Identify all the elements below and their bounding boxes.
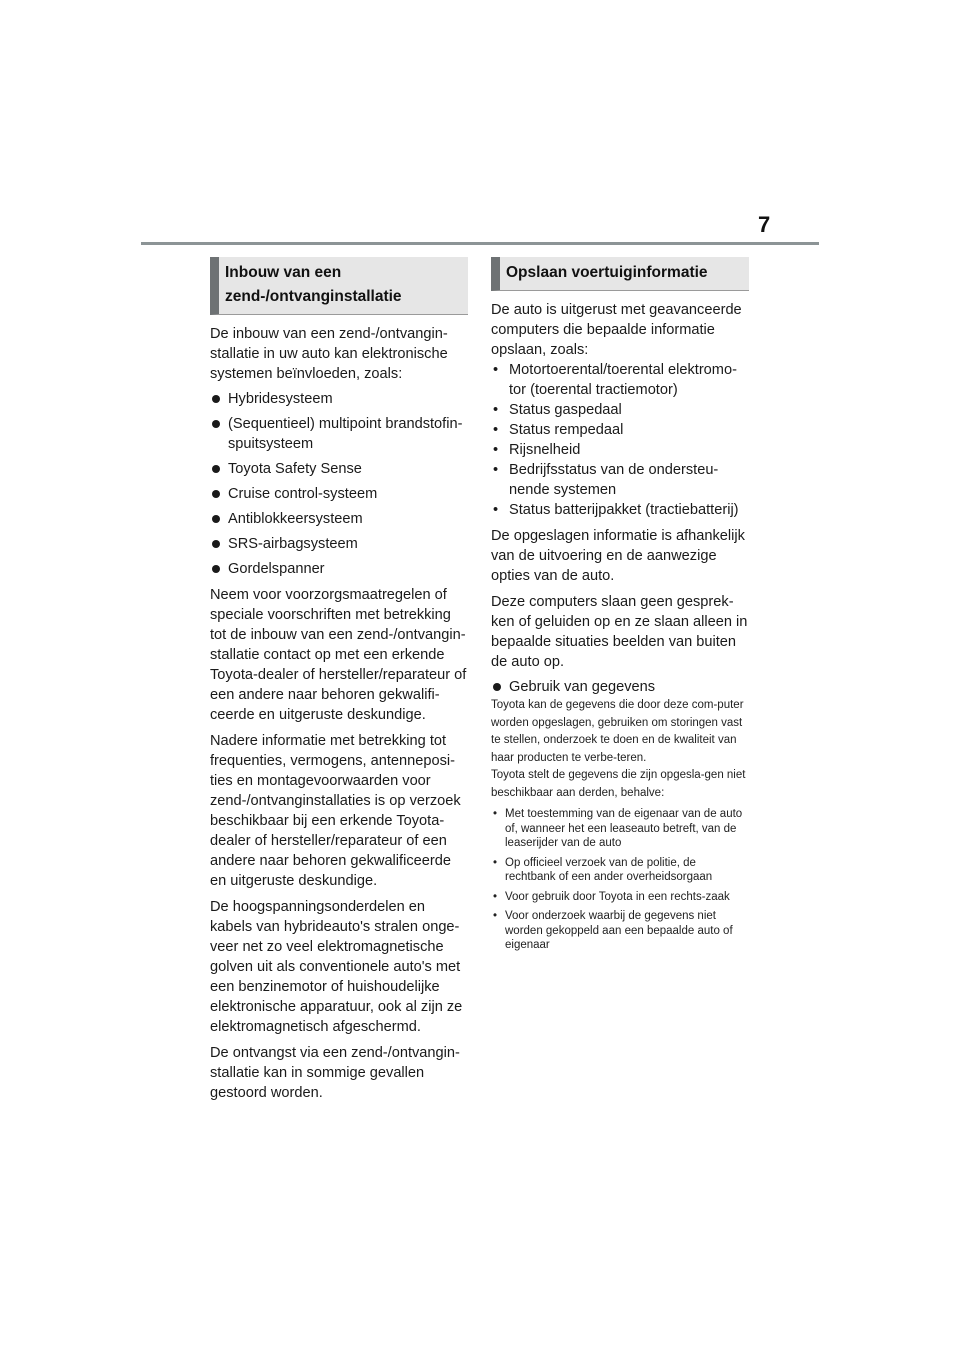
small-list-item: • Met toestemming van de eigenaar van de auto of, wanneer het een leaseauto betreft, van de leaserijder van de auto bbox=[491, 807, 749, 851]
paragraph: De ontvangst via een zend-/ontvangin-stallatie kan in sommige gevallen gestoord worden. bbox=[210, 1045, 460, 1101]
paragraph: Deze computers slaan geen gesprek-ken of geluiden op en ze slaan alleen in bepaalde situaties beelden van buiten de auto op. bbox=[491, 594, 748, 670]
small-list-item: • Voor onderzoek waarbij de gegevens niet worden gekoppeld aan een bepaalde auto of eigenaar bbox=[491, 909, 749, 953]
small-list-item: • Voor gebruik door Toyota in een rechts-zaak bbox=[491, 890, 749, 905]
list-item: • Status gaspedaal bbox=[491, 400, 749, 420]
paragraph: Neem voor voorzorgsmaatregelen of speciale voorschriften met betrekking tot de inbouw van een zend-/ontvangin-stallatie contact op met een erkende Toyota-dealer of hersteller/reparateur of een andere naar behoren gekwalifi-ceerde en uitgeruste deskundige. bbox=[210, 587, 467, 723]
list-item: • Status batterijpakket (tractiebatterij) bbox=[491, 500, 749, 520]
section-heading-transmitter: Inbouw van een zend-/ontvanginstallatie bbox=[210, 257, 468, 315]
bullet-item: Cruise control-systeem bbox=[210, 484, 468, 504]
small-list-item: • Op officieel verzoek van de politie, de rechtbank of een ander overheidsorgaan bbox=[491, 856, 749, 885]
bullet-item: Antiblokkeersysteem bbox=[210, 509, 468, 529]
list-item: • Status rempedaal bbox=[491, 420, 749, 440]
small-paragraph: Toyota stelt de gegevens die zijn opgesla-gen niet beschikbaar aan derden, behalve: bbox=[491, 769, 746, 799]
list-item: • Motortoerental/toerental elektromo-tor (toerental tractiemotor) bbox=[491, 360, 749, 400]
bullet-item: Gebruik van gegevens bbox=[491, 677, 749, 697]
section-heading-vehicle-data: Opslaan voertuiginformatie bbox=[491, 257, 749, 291]
page-number: 7 bbox=[758, 212, 771, 237]
bullet-item: SRS-airbagsysteem bbox=[210, 534, 468, 554]
left-column bbox=[210, 257, 468, 1103]
header-rule bbox=[141, 242, 819, 245]
paragraph: De hoogspanningsonderdelen en kabels van hybrideauto's stralen onge-veer net zo veel elektromagnetische golven uit als conventionele auto's met een benzinemotor of huishoudelijke elektronische apparatuur, ook al zijn ze elektromagnetisch afgeschermd. bbox=[210, 899, 463, 1035]
list-item: • Rijsnelheid bbox=[491, 440, 749, 460]
bullet-item: Hybridesysteem bbox=[210, 389, 468, 409]
bullet-item: Toyota Safety Sense bbox=[210, 459, 468, 479]
right-column bbox=[491, 257, 749, 953]
list-item: • Bedrijfsstatus van de ondersteu-nende systemen bbox=[491, 460, 749, 500]
bullet-item: Gordelspanner bbox=[210, 559, 468, 579]
paragraph: De inbouw van een zend-/ontvangin-stallatie in uw auto kan elektronische systemen beïnvloeden, zoals: bbox=[210, 326, 448, 382]
small-paragraph: Toyota kan de gegevens die door deze com-puter worden opgeslagen, gebruiken om storingen vast te stellen, onderzoek te doen en de kwaliteit van haar producten te verbe-teren. bbox=[491, 699, 744, 764]
paragraph: De opgeslagen informatie is afhankelijk van de uitvoering en de aanwezige opties van de auto. bbox=[491, 528, 745, 584]
paragraph: Nadere informatie met betrekking tot frequenties, vermogens, antenneposi-ties en montagevoorwaarden voor zend-/ontvanginstallaties is op verzoek beschikbaar bij een erkende Toyota-dealer of hersteller/reparateur of een andere naar behoren gekwalificeerde en uitgeruste deskundige. bbox=[210, 733, 461, 889]
paragraph: De auto is uitgerust met geavanceerde computers die bepaalde informatie opslaan, zoals: bbox=[491, 302, 742, 358]
bullet-item: (Sequentieel) multipoint brandstofin-spuitsysteem bbox=[210, 414, 468, 454]
